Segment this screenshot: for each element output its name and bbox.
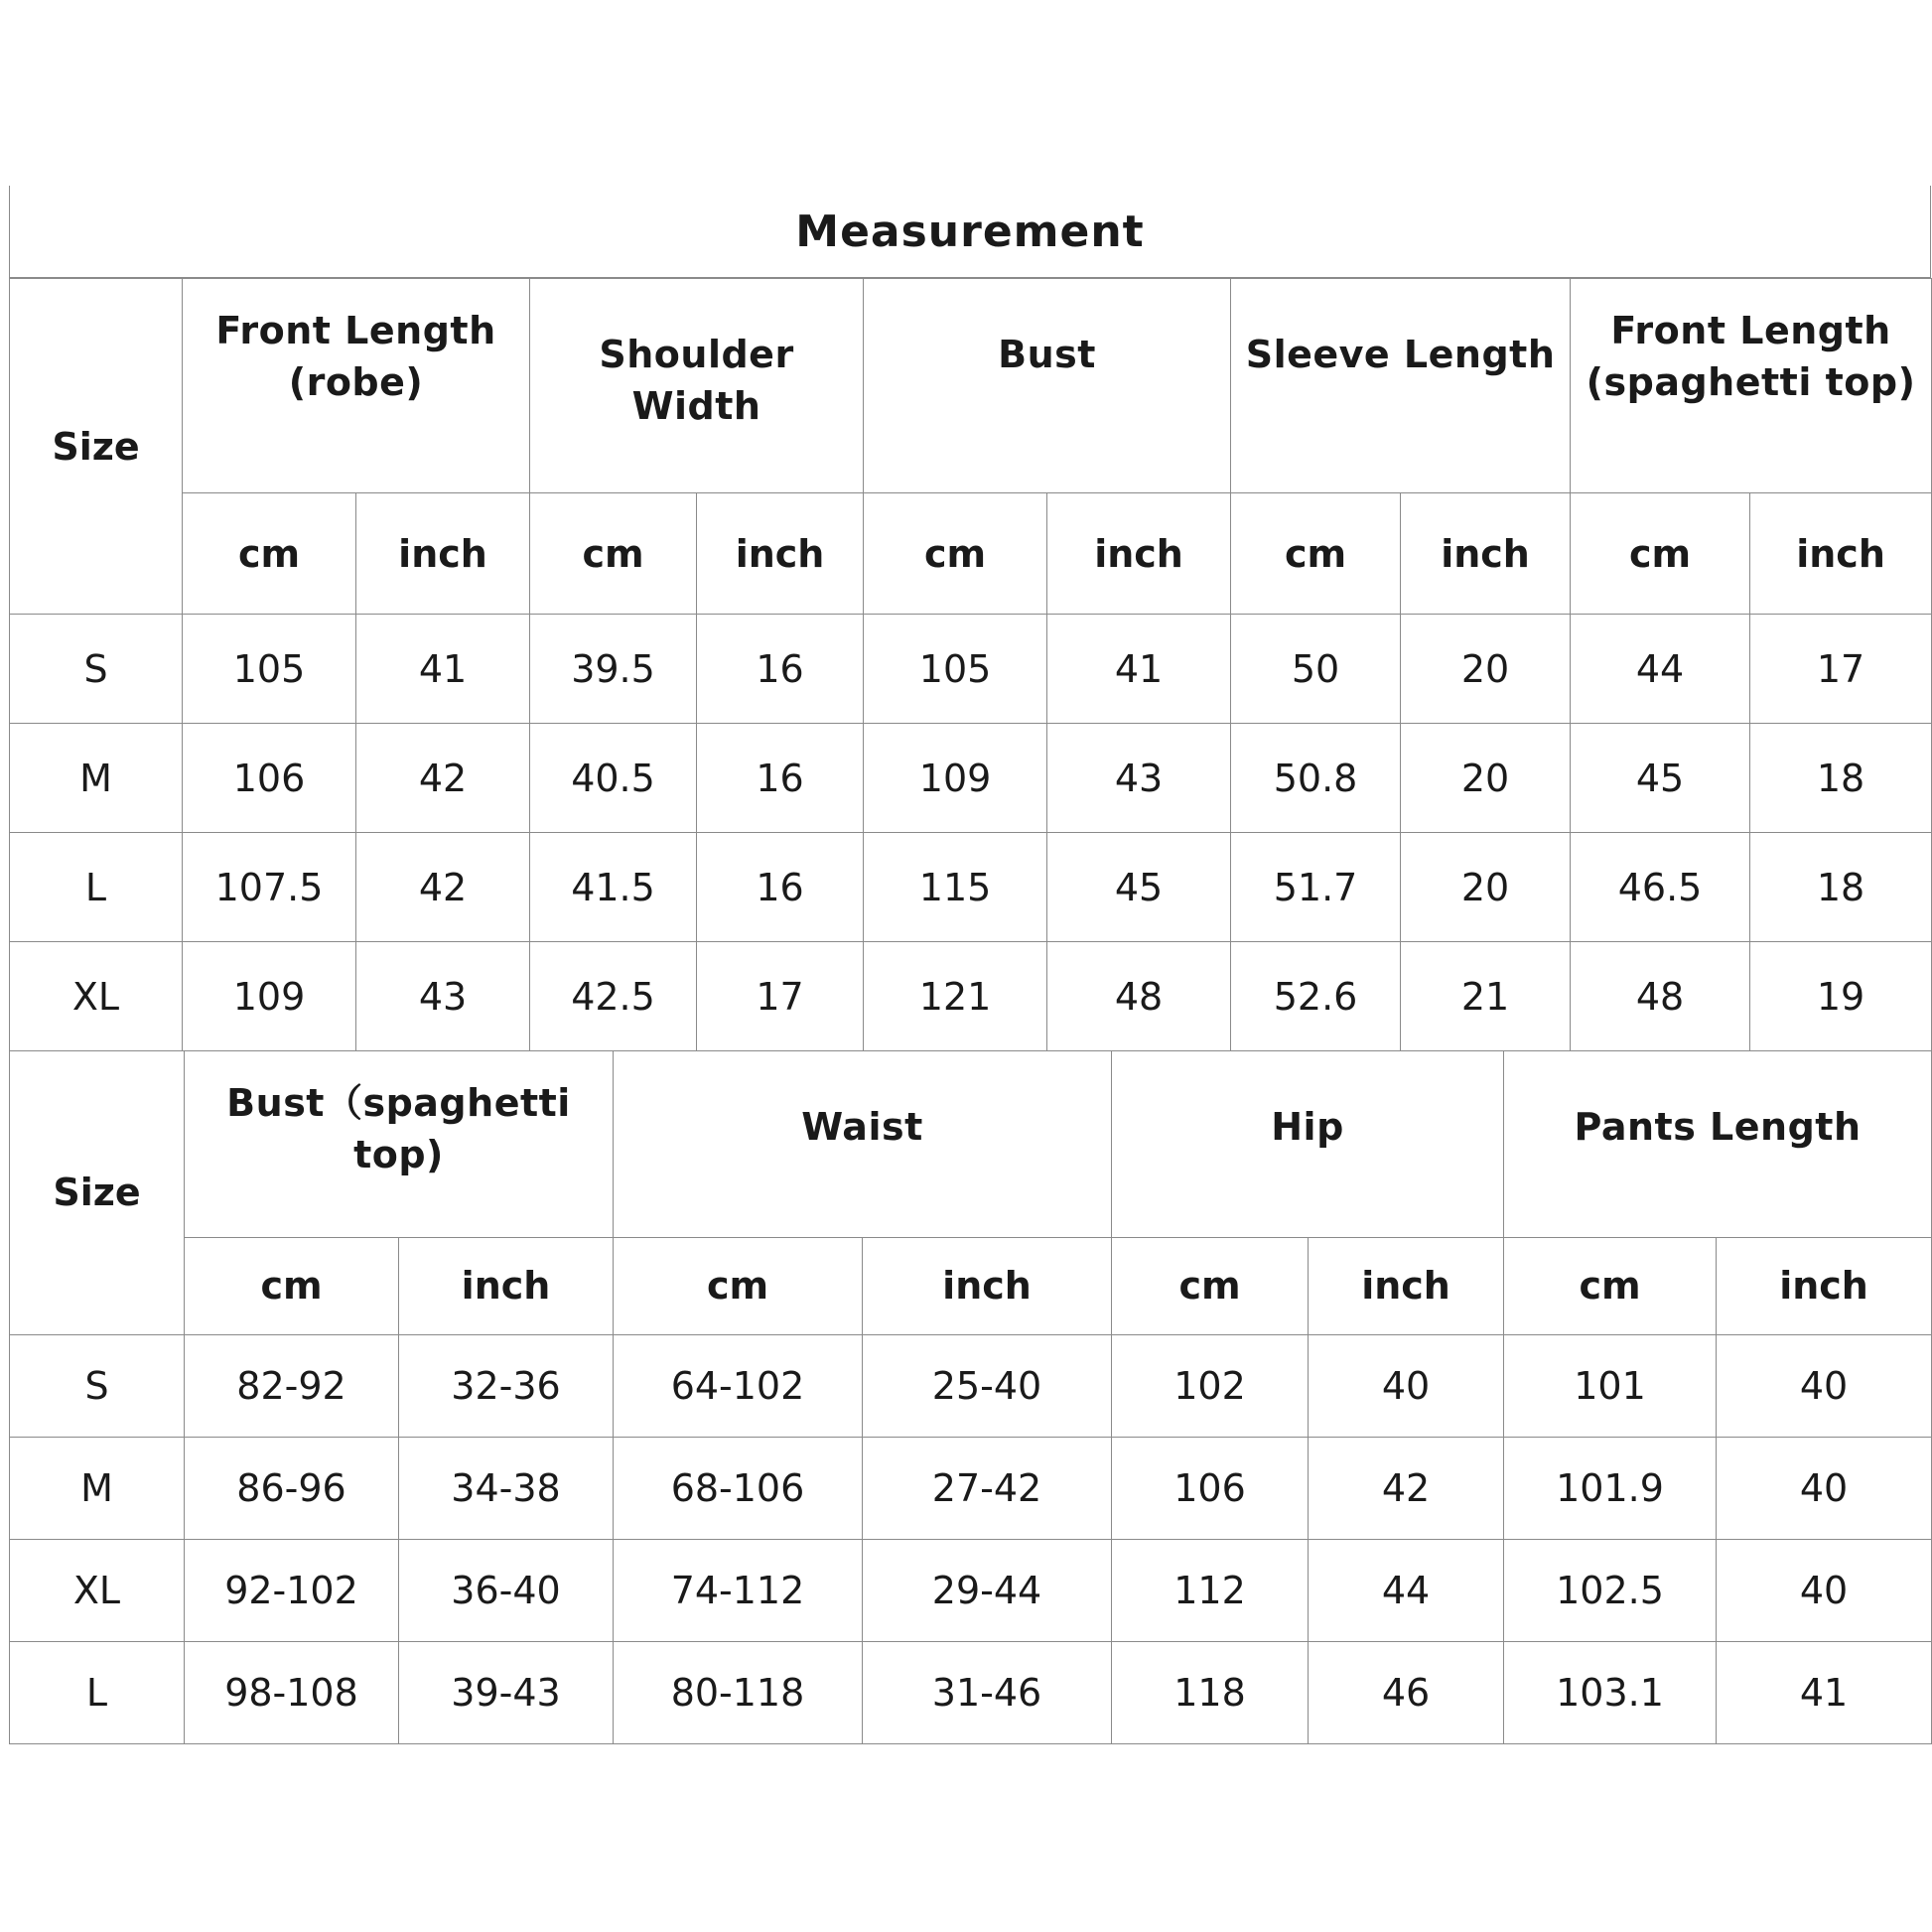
value-cell: 80-118 [614,1641,863,1743]
unit-cm-header: cm [1571,493,1750,615]
title-row [9,186,1931,278]
size-cell: S [10,615,183,724]
value-cell: 31-46 [863,1641,1112,1743]
value-cell: 42 [1309,1437,1504,1539]
header-row [10,1050,1932,1237]
size-cell: L [10,833,183,942]
unit-inch-header: inch [863,1237,1112,1334]
value-cell: 82-92 [185,1334,399,1437]
value-cell: 52.6 [1231,942,1401,1051]
value-cell: 118 [1112,1641,1309,1743]
value-cell: 121 [864,942,1047,1051]
group-header: Hip [1112,1050,1504,1237]
value-cell: 40 [1309,1334,1504,1437]
value-cell: 46.5 [1571,833,1750,942]
table-row [10,942,1932,1051]
value-cell: 43 [1047,724,1231,833]
unit-cm-header: cm [1231,493,1401,615]
value-cell: 41.5 [530,833,697,942]
value-cell: 29-44 [863,1539,1112,1641]
size-cell: XL [10,1539,185,1641]
group-header: Pants Length [1504,1050,1932,1237]
measurement-table-bottom [9,1050,1932,1744]
size-cell: L [10,1641,185,1743]
value-cell: 19 [1750,942,1932,1051]
group-header: Sleeve Length [1231,279,1571,493]
value-cell: 101 [1504,1334,1717,1437]
value-cell: 32-36 [399,1334,614,1437]
unit-cm-header: cm [864,493,1047,615]
value-cell: 115 [864,833,1047,942]
value-cell: 44 [1309,1539,1504,1641]
size-header: Size [10,279,183,615]
measurement-table-top [9,278,1932,1051]
value-cell: 50.8 [1231,724,1401,833]
value-cell: 42 [356,833,530,942]
size-cell: M [10,724,183,833]
value-cell: 45 [1047,833,1231,942]
value-cell: 109 [183,942,356,1051]
value-cell: 105 [183,615,356,724]
size-header: Size [10,1050,185,1334]
value-cell: 42 [356,724,530,833]
value-cell: 68-106 [614,1437,863,1539]
value-cell: 42.5 [530,942,697,1051]
value-cell: 102 [1112,1334,1309,1437]
value-cell: 41 [1047,615,1231,724]
value-cell: 20 [1401,833,1571,942]
group-header: Shoulder Width [530,279,864,493]
value-cell: 51.7 [1231,833,1401,942]
value-cell: 105 [864,615,1047,724]
value-cell: 46 [1309,1641,1504,1743]
value-cell: 109 [864,724,1047,833]
value-cell: 43 [356,942,530,1051]
unit-cm-header: cm [1112,1237,1309,1334]
value-cell: 27-42 [863,1437,1112,1539]
value-cell: 102.5 [1504,1539,1717,1641]
value-cell: 40 [1717,1437,1932,1539]
group-header: Bust [864,279,1231,493]
value-cell: 20 [1401,615,1571,724]
value-cell: 17 [1750,615,1932,724]
value-cell: 16 [697,615,864,724]
unit-inch-header: inch [399,1237,614,1334]
value-cell: 41 [356,615,530,724]
value-cell: 40.5 [530,724,697,833]
value-cell: 40 [1717,1539,1932,1641]
value-cell: 41 [1717,1641,1932,1743]
value-cell: 21 [1401,942,1571,1051]
value-cell: 107.5 [183,833,356,942]
value-cell: 44 [1571,615,1750,724]
table-row [10,1539,1932,1641]
unit-cm-header: cm [530,493,697,615]
size-chart [9,186,1931,1744]
unit-inch-header: inch [1309,1237,1504,1334]
table-row [10,833,1932,942]
unit-cm-header: cm [1504,1237,1717,1334]
unit-cm-header: cm [614,1237,863,1334]
unit-inch-header: inch [1047,493,1231,615]
value-cell: 106 [1112,1437,1309,1539]
value-cell: 101.9 [1504,1437,1717,1539]
unit-cm-header: cm [185,1237,399,1334]
unit-inch-header: inch [1750,493,1932,615]
value-cell: 74-112 [614,1539,863,1641]
group-header: Front Length (robe) [183,279,530,493]
group-header: Front Length (spaghetti top) [1571,279,1932,493]
table-row [10,724,1932,833]
table-row [10,1334,1932,1437]
unit-inch-header: inch [1717,1237,1932,1334]
unit-inch-header: inch [1401,493,1571,615]
header-row [10,279,1932,493]
value-cell: 20 [1401,724,1571,833]
value-cell: 48 [1047,942,1231,1051]
value-cell: 98-108 [185,1641,399,1743]
value-cell: 39-43 [399,1641,614,1743]
value-cell: 112 [1112,1539,1309,1641]
value-cell: 92-102 [185,1539,399,1641]
value-cell: 17 [697,942,864,1051]
size-cell: XL [10,942,183,1051]
value-cell: 50 [1231,615,1401,724]
group-header: Waist [614,1050,1112,1237]
value-cell: 39.5 [530,615,697,724]
value-cell: 103.1 [1504,1641,1717,1743]
value-cell: 45 [1571,724,1750,833]
value-cell: 18 [1750,724,1932,833]
chart-title: Measurement [795,206,1145,257]
value-cell: 16 [697,724,864,833]
value-cell: 40 [1717,1334,1932,1437]
value-cell: 86-96 [185,1437,399,1539]
group-header: Bust（spaghetti top) [185,1050,614,1237]
unit-inch-header: inch [356,493,530,615]
size-cell: S [10,1334,185,1437]
value-cell: 16 [697,833,864,942]
value-cell: 48 [1571,942,1750,1051]
unit-row [10,493,1932,615]
table-row [10,615,1932,724]
value-cell: 64-102 [614,1334,863,1437]
value-cell: 25-40 [863,1334,1112,1437]
unit-cm-header: cm [183,493,356,615]
unit-inch-header: inch [697,493,864,615]
value-cell: 34-38 [399,1437,614,1539]
table-row [10,1437,1932,1539]
table-row [10,1641,1932,1743]
size-cell: M [10,1437,185,1539]
value-cell: 106 [183,724,356,833]
value-cell: 18 [1750,833,1932,942]
value-cell: 36-40 [399,1539,614,1641]
unit-row [10,1237,1932,1334]
